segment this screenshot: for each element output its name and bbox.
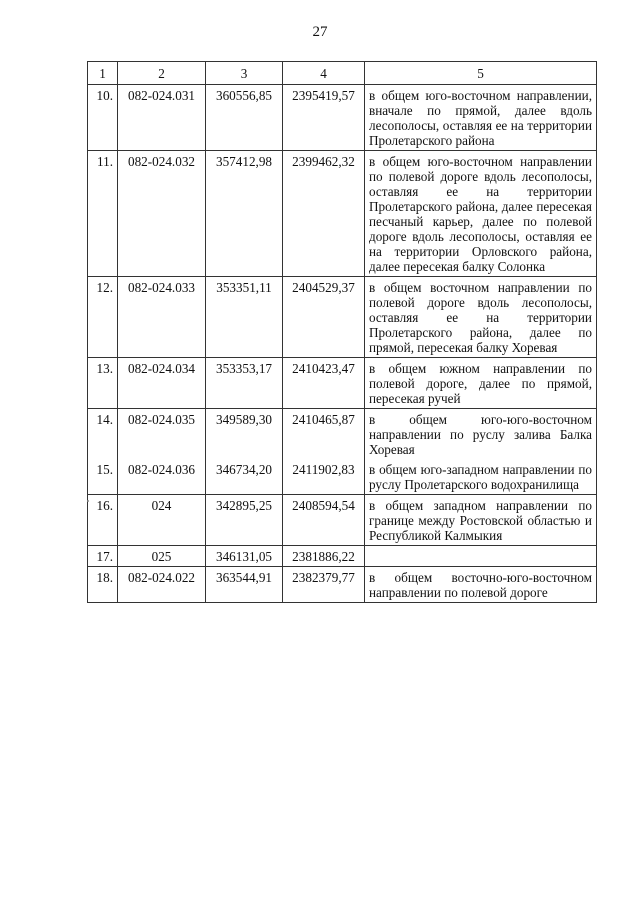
boundary-description: в общем западном направлении по границе между Ростовской областью и Республикой Калмыкия bbox=[365, 495, 597, 546]
table-row bbox=[88, 85, 597, 151]
table-row bbox=[88, 546, 597, 567]
boundary-description: в общем юго-восточном направлении по полевой дороге вдоль лесополосы, оставляя ее на территории Пролетарского района, далее пересекая песчаный карьер, далее по полевой дороге вдоль лесополосы, оставляя ее на территории Орловского района, далее пересекая балку Солонка bbox=[365, 151, 597, 277]
point-code: 024 bbox=[118, 495, 206, 546]
coordinate-y: 2381886,22 bbox=[283, 546, 365, 567]
point-code: 082-024.034 bbox=[118, 358, 206, 409]
column-header: 2 bbox=[118, 62, 206, 85]
table-row bbox=[88, 151, 597, 277]
row-number: 14. bbox=[88, 409, 118, 460]
point-code: 082-024.033 bbox=[118, 277, 206, 358]
coordinate-y: 2410465,87 bbox=[283, 409, 365, 460]
boundary-description bbox=[365, 546, 597, 567]
table-row bbox=[88, 567, 597, 603]
coordinate-x: 349589,30 bbox=[206, 409, 283, 460]
row-number: 11. bbox=[88, 151, 118, 277]
column-header: 3 bbox=[206, 62, 283, 85]
boundary-description: в общем восточно-юго-восточном направлении по полевой дороге bbox=[365, 567, 597, 603]
coordinate-x: 346131,05 bbox=[206, 546, 283, 567]
point-code: 082-024.036 bbox=[118, 459, 206, 495]
boundary-description: в общем юго-юго-восточном направлении по руслу залива Балка Хоревая bbox=[365, 409, 597, 460]
coordinate-x: 353353,17 bbox=[206, 358, 283, 409]
table-row bbox=[88, 358, 597, 409]
coordinate-y: 2408594,54 bbox=[283, 495, 365, 546]
table-row bbox=[88, 459, 597, 495]
coordinate-y: 2411902,83 bbox=[283, 459, 365, 495]
table-row bbox=[88, 409, 597, 460]
coordinate-x: 360556,85 bbox=[206, 85, 283, 151]
boundary-description: в общем южном направлении по полевой дороге, далее по прямой, пересекая ручей bbox=[365, 358, 597, 409]
coordinate-x: 353351,11 bbox=[206, 277, 283, 358]
column-header: 5 bbox=[365, 62, 597, 85]
row-number: 17. bbox=[88, 546, 118, 567]
point-code: 082-024.032 bbox=[118, 151, 206, 277]
row-number: 15. bbox=[88, 459, 118, 495]
row-number: 10. bbox=[88, 85, 118, 151]
row-number: 13. bbox=[88, 358, 118, 409]
column-header: 4 bbox=[283, 62, 365, 85]
row-number: 16. bbox=[88, 495, 118, 546]
coordinate-y: 2410423,47 bbox=[283, 358, 365, 409]
coordinate-y: 2382379,77 bbox=[283, 567, 365, 603]
row-number: 12. bbox=[88, 277, 118, 358]
column-header: 1 bbox=[88, 62, 118, 85]
table-header-row bbox=[88, 62, 597, 85]
point-code: 082-024.031 bbox=[118, 85, 206, 151]
table-row bbox=[88, 495, 597, 546]
table-row bbox=[88, 277, 597, 358]
point-code: 025 bbox=[118, 546, 206, 567]
coordinate-x: 346734,20 bbox=[206, 459, 283, 495]
coordinate-x: 357412,98 bbox=[206, 151, 283, 277]
boundary-description: в общем юго-западном направлении по руслу Пролетарского водохранилища bbox=[365, 459, 597, 495]
scan-speck bbox=[87, 500, 89, 502]
coordinate-x: 363544,91 bbox=[206, 567, 283, 603]
coordinate-y: 2404529,37 bbox=[283, 277, 365, 358]
point-code: 082-024.035 bbox=[118, 409, 206, 460]
boundary-points-table bbox=[87, 61, 597, 603]
boundary-description: в общем юго-восточном направлении, вначале по прямой, далее вдоль лесополосы, оставляя ее на территории Пролетарского района bbox=[365, 85, 597, 151]
row-number: 18. bbox=[88, 567, 118, 603]
coordinate-x: 342895,25 bbox=[206, 495, 283, 546]
point-code: 082-024.022 bbox=[118, 567, 206, 603]
coordinate-y: 2395419,57 bbox=[283, 85, 365, 151]
coordinate-y: 2399462,32 bbox=[283, 151, 365, 277]
page-number: 27 bbox=[312, 24, 328, 40]
boundary-description: в общем восточном направлении по полевой дороге вдоль лесополосы, оставляя ее на территории Пролетарского района, далее по прямой, пересекая балку Хоревая bbox=[365, 277, 597, 358]
